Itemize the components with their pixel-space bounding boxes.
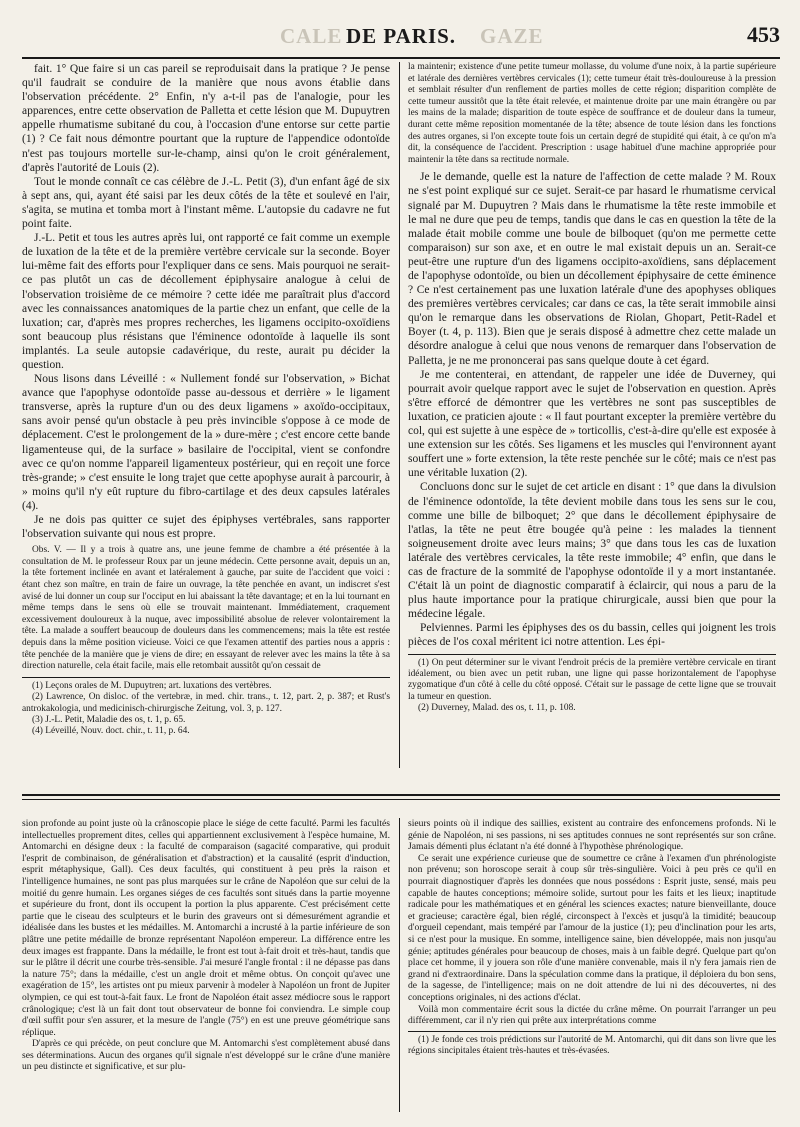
column-divider <box>399 62 400 768</box>
page-header <box>22 22 780 52</box>
footnote-rule <box>408 654 776 655</box>
header-rule <box>22 57 780 59</box>
observation-block <box>22 545 390 673</box>
page-number: 453 <box>747 22 780 47</box>
article-body-left <box>22 62 390 541</box>
observation-text: Obs. V. — Il y a trois à quatre ans, une jeune femme de chambre a été présentée à la consultation de M. le professeur Roux par un jeune médecin. Cette personne avait, depuis un an, la tête fortement inclinée en avant et latéralement à gauche, par suite de l'accident que voici : étant chez son maître, en train de faire un ouvrage, la tête penchée en avant, un indiscret s'est avisé de lui donner un coup sur l'occiput en lui abaissant la tête davantage; et en la lui tournant en même temps dans le sens où elle se trouvait maintenant. Immédiatement, craquement excessivement douloureux à la nuque, avec impossibilité absolue de relever volontairement la tête. La malade a souffert beaucoup de douleurs dans les commencemens; mais la tête est restée depuis dans la même position vicieuse. Voici ce que l'examen attentif des parties nous a appris : tête penchée de la manière que je viens de dire; en essayant de relever avec les mains la tête à sa direction naturelle, cela était facile, mais elle retombait aussitôt qu'on cessait de <box>22 545 390 672</box>
upper-right-column <box>408 62 776 715</box>
upper-section <box>22 62 780 768</box>
newspaper-page <box>22 22 780 1112</box>
paragraph: Je ne dois pas quitter ce sujet des épiphyses vertébrales, sans rapporter l'observation suivante qui nous est propre. <box>22 514 390 541</box>
feuilleton-body-right <box>408 818 776 1027</box>
lower-left-column <box>22 818 390 1073</box>
observation-text: la maintenir; existence d'une petite tumeur mollasse, du volume d'une noix, à la partie supérieure et latérale des dernières vertèbres cervicales (1); cette tumeur était très-douloureuse à la pression et semblait résulter d'un renflement de parties molles de cette région; disparition complète de cette tumeur aussitôt que la tête était relevée, et maintenue droite par une main étrangère ou par les mains de la malade; disparition de toute espèce de souffrance et de douleur dans la tumeur, durant cette même reposition momentanée de la tête; absence de toute lésion dans les fonctions des autres organes, si l'on excepte toute fois un certain degré de stupidité qui était, à ce qu'on m'a dit, la conséquence de l'accident. Prescription : usage habituel d'une machine appropriée pour maintenir la tête dans sa rectitude normale. <box>408 62 776 165</box>
footnotes-right <box>408 658 776 715</box>
article-body-right <box>408 170 776 649</box>
upper-left-column <box>22 62 390 738</box>
paragraph: Pelviennes. Parmi les épiphyses des os du bassin, celles qui joignent les trois pièces de l'os coxal méritent ici notre attention. Les épi- <box>408 622 776 649</box>
paragraph: Tout le monde connaît ce cas célèbre de J.-L. Petit (3), d'un enfant âgé de six à sept ans, qui, ayant été saisi par les deux côtés de la tête et soulevé en l'air, s'agita, se mutina et tomba mort à l'instant même. L'autopsie du cadavre ne fut point faite. <box>22 175 390 231</box>
paragraph: Concluons donc sur le sujet de cet article en disant : 1° que dans la divulsion de l'éminence odontoïde, la tête devient mobile dans tous les sens sur le cou, comme une bille de bilboquet; 2° que dans le décollement épiphysaire de l'atlas, la tête ne peut être bougée qu'à peine : les malades la tiennent soigneusement droite avec leurs mains; 3° que dans tous les cas de luxation latérale des vertèbres cervicales, la tête reste immobile; 4° enfin, que dans le cas de fracture de la sommité de l'apophyse odontoïde il y a mort instantanée. C'était là un point de diagnostic comparatif à éclaircir, qui nous a paru de la plus haute importance pour la pratique chirurgicale, aussi bien que pour la médecine légale. <box>408 481 776 621</box>
paragraph: Voilà mon commentaire écrit sous la dictée du crâne même. On pourrait l'arranger un peu différemment, car il n'y rien qui prête aux interprétations comme <box>408 1003 776 1027</box>
footnote: (1) Leçons orales de M. Dupuytren; art. luxations des vertèbres. <box>32 680 272 691</box>
footnote: (2) Duverney, Malad. des os, t. 11, p. 108. <box>418 703 576 714</box>
observation-continued <box>408 62 776 166</box>
footnote: (1) On peut déterminer sur le vivant l'endroit précis de la première vertèbre cervicale en tirant idéalement, ou bien avec un petit ruban, une ligne qui passe horizontalement de l'apophyse zygomatique d'un côté à celle du côté opposé. C'était sur le passage de cette ligne que se trouvait la tumeur en question. <box>408 657 776 702</box>
footnote: (4) Léveillé, Nouv. doct. chir., t. 11, p. 64. <box>32 726 190 737</box>
footnote-rule <box>22 677 390 678</box>
show-through-text-left: CALE <box>280 24 343 48</box>
footnotes-left <box>22 681 390 738</box>
footnote: (2) Lawrence, On disloc. of the vertebræ, in med. chir. trans., t. 12, part. 2, p. 387; et Rust's antrokakologia, und medicinisch-chirurgische Zeitung, vol. 3, p. 127. <box>22 692 390 714</box>
lower-section <box>22 818 780 1112</box>
section-rule <box>22 794 780 796</box>
paragraph: J.-L. Petit et tous les autres après lui, ont rapporté ce fait comme un exemple de luxation de la tête et de la première vertèbre cervicale sur la seconde. Boyer lui-même fait des efforts pour l'expliquer dans ce sens. Mais pourquoi ne serait-ce pas plutôt un cas de décollement épiphysaire analogue à celui de l'observation troisième de ce mémoire ? cette idée me paraîtrait plus d'accord avec les connaissances anatomiques de la partie chez un enfant, que celle de la luxation; car, d'après mes propres recherches, les ligamens occipito-oxoïdiens sont beaucoup plus résistans que l'éminence odontoïde à laquelle ils sont implantés. La seule autopsie cadavérique, du reste, aurait pu décider la question. <box>22 232 390 371</box>
paragraph: Je me contenterai, en attendant, de rappeler une idée de Duverney, qui pourrait avoir quelque rapport avec le sujet de l'observation en question. Après s'être efforcé de démontrer que les vertèbres ne sont pas susceptibles de luxation, ce praticien ajoute : « Il faut pourtant excepter la première vertèbre du col, qui est sujette à une espèce de » torticollis, c'est-à-dire qu'elle est exposée à une extension sur les côtés. Ses ligamens et les muscles qui l'environnent ayant souffert une » forte extension, la tête reste penchée sur le côté; mais ce n'est pas une véritable luxation (2). <box>408 368 776 480</box>
feuilleton-body-left <box>22 818 390 1073</box>
running-title: DE PARIS. <box>345 24 457 48</box>
paragraph: fait. 1° Que faire si un cas pareil se reproduisait dans la pratique ? Je pense qu'il faudrait se conduire de la manière que nous avons établie dans l'observation précédente. 2° Enfin, n'y a-t-il pas de l'analogie, pour les apparences, entre cette observation de Palletta et cette lésion que M. Dupuytren appelle rhumatisme subitané du cou, à l'occasion d'une entorse sur cette partie (1) ? Ce fait nous démontre pourtant que la rupture de l'appendice odontoïde n'est pas toujours mortelle sur-le-champ, ainsi qu'on le croit généralement, d'après l'autorité de Louis (2). <box>22 63 390 174</box>
paragraph: D'après ce qui précède, on peut conclure que M. Antomarchi s'est complètement abusé dans ses déterminations. Aucun des organes qu'il signale n'est développé sur le crâne d'une manière un peu distincte et significative, et sur plu- <box>22 1038 390 1073</box>
paragraph: Ce serait une expérience curieuse que de soumettre ce crâne à l'examen d'un phrénologiste non prévenu; son horoscope serait à coup sûr très-singulière. Voici à peu près ce qu'il en pourrait diagnostiquer d'après les données que nous possédons : Esprit juste, sensé, mais peu capable de hautes conceptions; mémoire solide, surtout pour les faits et les lieux; inaptitude radicale pour les mathématiques et en général les sciences exactes; nature bienveillante, douce et gracieuse; caractère égal, bien réglé, circonspect à l'excès et jusqu'à la timidité; beaucoup d'orgueil cependant, mais tempéré par l'amour de la justice (1); peu d'inclination pour les arts, si ce n'est pour la musique. En somme, intelligence saine, bien développée, mais non jusqu'au génie; aptitudes générales pour beaucoup de choses, mais à un faible degré. Quelque part qu'on place cet homme, il y jouera son rôle d'une manière convenable, mais il n'y fera jamais rien de grand ni d'extraordinaire. Dans la spéculation comme dans la pratique, il déploiera du bon sens, de la sagesse, de l'intelligence; mais on ne doit attendre de lui ni des découvertes, ni des conceptions originales, ni des actions d'éclat. <box>408 852 776 1003</box>
footnote: (1) Je fonde ces trois prédictions sur l'autorité de M. Antomarchi, qui dit dans son livre que les régions sincipitales étaient très-hautes et très-évasées. <box>408 1034 776 1057</box>
paragraph: sieurs points où il indique des saillies, existent au contraire des enfoncemens profonds. Ni le génie de Napoléon, ni ses passions, ni ses aptitudes connues ne sont représentés sur son crâne. Jamais démenti plus éclatant n'a été donné à l'hypothèse phrénologique. <box>408 818 776 853</box>
section-rule-thin <box>22 799 780 800</box>
paragraph: Nous lisons dans Léveillé : « Nullement fondé sur l'observation, » Bichat avance que l'apophyse odontoïde passe au-dessous et derrière » le ligament transverse, après la rupture d'un ou des deux ligamens » axoïdo-occipitaux, sans avoir pensé qu'un obstacle à peu près invincible s'oppose à ce mode de déplacement. C'est le prolongement de la » dure-mère ; c'est encore cette bande ligamenteuse qui, de la surface » basilaire de l'occipital, vient se confondre avec ce qu'on nomme l'appareil ligamenteux postérieur, qui en reçoit une force très-grande; » c'est ensuite le long trajet que cette apophyse aurait à parcourir, à » moins qu'il n'y eût rupture du fibro-cartilage et des deux capsules latérales (4). <box>22 373 390 512</box>
show-through-text-right: GAZE <box>480 24 544 48</box>
footnote-rule <box>408 1031 776 1032</box>
paragraph: Je le demande, quelle est la nature de l'affection de cette malade ? M. Roux ne s'est point expliqué sur ce sujet. Serait-ce par hasard le rhumatisme cervical signalé par M. Dupuytren ? Mais dans le rhumatisme la tête reste immobile et le mal ne dure que peu de temps, tandis que dans le cas en question la tête de la malade était mobile comme une boule de bilboquet (qu'on me permette cette comparaison) sur son axe, et en outre le mal existait depuis un an. Serait-ce peut-être une rupture d'un des ligamens occipito-axoïdiens, sans déplacement de l'apophyse odontoïde, ou bien un décollement épiphysaire de cette éminence ? Ce n'est certainement pas une luxation latérale d'une des apophyses obliques des premières vertèbres cervicales; car dans ce cas, la tête serait immobile ainsi qu'on le remarque dans les observations de Riolan, Ghopart, Petit-Radel et Boyer (t. 4, p. 113). Bien que je serais disposé à admettre chez cette malade un désordre analogue à celui que nous venons de remarquer dans l'observation de Palletta, je ne me prononcerai pas sans quelque doute à cet égard. <box>408 171 776 367</box>
paragraph: sion profonde au point juste où la crânoscopie place le siége de cette faculté. Parmi les facultés intellectuelles proprement dites, celles qui appartiennent exclusivement à l'espèce humaine, M. Antomarchi en désigne deux : la faculté de comparaison (sagacité comparative, qui produit l'esprit de combinaison, de généralisation et d'abstraction) et la causalité (esprit d'induction, esprit métaphysique, Gall). Ces deux facultés, qui constituent à peu près la raison et l'intelligence humaines, ne sont pas plus marquées sur le crâne de Napoléon que sur celui de la moitié du genre humain. Les organes siéges de ces facultés sont situés dans la partie moyenne et supérieure du front, dont ils occupent la portion la plus apparente. C'est précisément cette partie que le ciseau des sculpteurs et le burin des graveurs ont si démesurément agrandie et idéalisée dans les bustes et les médailles. M. Antomarchi a incrusté à la partie inférieure de son plâtre une petite médaille de bronze représentant Napoléon empereur. La différence entre les deux images est frappante. Dans la médaille, le front est tout à-fait droit et très-haut, tandis que sur le plâtre il décrit une courbe très-sensible. J'ai mesuré l'angle frontal : il ne dépasse pas dans la nature 75°; dans la médaille, c'est un angle droit et même obtus. On conçoit qu'avec une exagération de 15°, les artistes ont pu mieux parvenir à modeler à Napoléon un front de Jupiter olympien, ce qui est tout-à-fait faux. Le front de Napoléon était assez médiocre sous le rapport crânologique; c'est là un fait dont tout observateur de bonne foi conviendra. Le simple coup d'œil suffit pour s'en assurer, et la mesure de l'angle (75°) en est une preuve géométrique sans réplique. <box>22 818 390 1038</box>
column-divider <box>399 818 400 1112</box>
footnotes-lower-right <box>408 1035 776 1058</box>
footnote: (3) J.-L. Petit, Maladie des os, t. 1, p. 65. <box>32 714 186 725</box>
lower-right-column <box>408 818 776 1058</box>
